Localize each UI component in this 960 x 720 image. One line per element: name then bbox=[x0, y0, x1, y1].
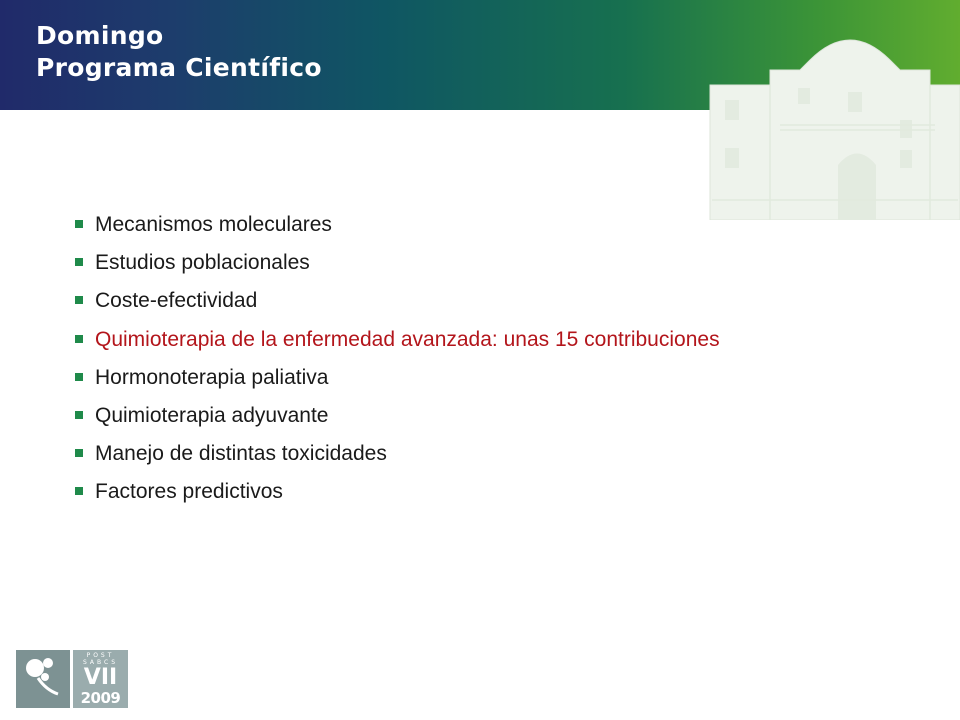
bullet-item bbox=[75, 473, 720, 511]
bullet-square-icon bbox=[75, 487, 83, 495]
bullet-text: Coste-efectividad bbox=[95, 289, 258, 313]
bullet-item bbox=[75, 282, 720, 320]
title-line-1: Domingo bbox=[36, 21, 164, 50]
bullet-item bbox=[75, 435, 720, 473]
title-line-2: Programa Científico bbox=[36, 53, 322, 82]
bullet-square-icon bbox=[75, 220, 83, 228]
bullet-square-icon bbox=[75, 411, 83, 419]
bullet-square-icon bbox=[75, 373, 83, 381]
logo-post-text: POST bbox=[86, 652, 115, 659]
bullet-square-icon bbox=[75, 449, 83, 457]
bullet-item bbox=[75, 359, 720, 397]
bullet-square-icon bbox=[75, 296, 83, 304]
bullet-square-icon bbox=[75, 258, 83, 266]
bullet-text: Factores predictivos bbox=[95, 480, 283, 504]
bullet-text: Hormonoterapia paliativa bbox=[95, 365, 329, 389]
bullet-text: Quimioterapia adyuvante bbox=[95, 403, 329, 427]
logo-emblem bbox=[16, 650, 70, 708]
bullet-text: Quimioterapia de la enfermedad avanzada: unas 15 contribuciones bbox=[95, 327, 720, 351]
bullet-item bbox=[75, 206, 720, 244]
bullet-item bbox=[75, 244, 720, 282]
bullet-text: Manejo de distintas toxicidades bbox=[95, 442, 387, 466]
bullet-square-icon bbox=[75, 335, 83, 343]
post-sabcs-logo bbox=[16, 650, 128, 708]
bullet-list bbox=[75, 206, 720, 512]
bullet-item bbox=[75, 397, 720, 435]
bullet-text: Mecanismos moleculares bbox=[95, 213, 332, 236]
slide-title bbox=[36, 20, 322, 84]
bullet-item bbox=[75, 321, 720, 359]
alamo-building-illustration bbox=[700, 30, 960, 220]
logo-year: 2009 bbox=[80, 689, 121, 707]
logo-sabcs-text: SABCS bbox=[82, 659, 119, 666]
bullet-text: Estudios poblacionales bbox=[95, 251, 310, 275]
molecule-icon bbox=[16, 650, 70, 708]
logo-roman-numeral: VII bbox=[83, 665, 118, 690]
